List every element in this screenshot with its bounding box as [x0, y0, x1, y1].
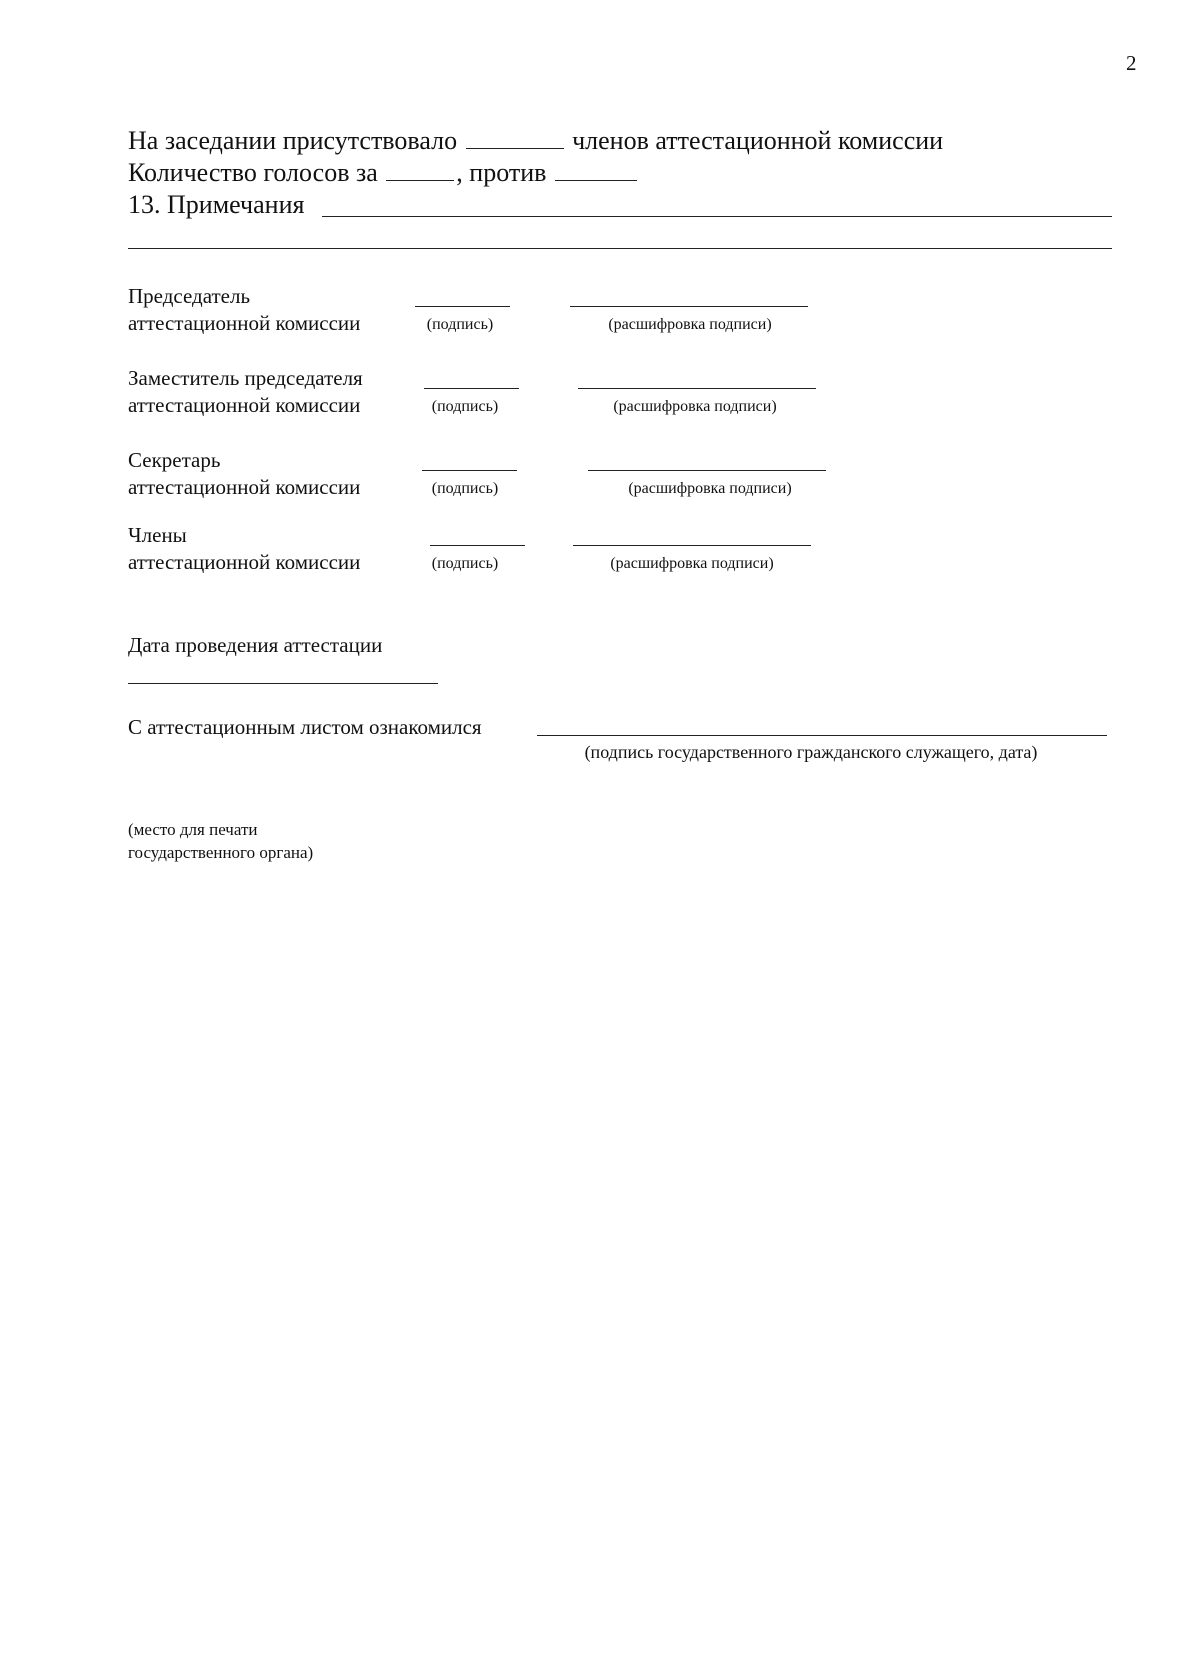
date-blank-line[interactable] [128, 683, 438, 684]
secretary-label-2: аттестационной комиссии [128, 475, 361, 499]
present-line [128, 126, 943, 156]
present-prefix: На заседании присутствовало [128, 126, 458, 155]
acquainted-caption: (подпись государственного гражданского служащего, дата) [584, 742, 1038, 762]
deputy-label-1: Заместитель председателя [128, 366, 363, 390]
present-count-blank[interactable] [466, 126, 564, 149]
secretary-signature-caption: (подпись) [431, 480, 499, 497]
votes-line [128, 158, 639, 188]
deputy-decode-line[interactable] [578, 388, 816, 389]
votes-prefix: Количество голосов за [128, 158, 378, 187]
deputy-signature-line[interactable] [424, 388, 519, 389]
members-label-2: аттестационной комиссии [128, 550, 361, 574]
members-decode-line[interactable] [573, 545, 811, 546]
present-suffix: членов аттестационной комиссии [572, 126, 944, 155]
chairman-label-1: Председатель [128, 284, 251, 308]
votes-for-blank[interactable] [386, 158, 454, 181]
members-signature-caption: (подпись) [431, 555, 499, 572]
secretary-decode-line[interactable] [588, 470, 826, 471]
notes-blank-line-1[interactable] [322, 216, 1112, 217]
votes-against-label: , против [456, 158, 547, 187]
secretary-label-1: Секретарь [128, 448, 221, 472]
notes-blank-line-2[interactable] [128, 248, 1112, 249]
notes-label: 13. Примечания [128, 190, 305, 219]
page-number: 2 [1126, 51, 1137, 75]
secretary-signature-line[interactable] [422, 470, 517, 471]
members-label-1: Члены [128, 523, 187, 547]
secretary-decode-caption: (расшифровка подписи) [628, 480, 792, 497]
votes-against-blank[interactable] [555, 158, 637, 181]
date-label: Дата проведения аттестации [128, 633, 383, 657]
chairman-decode-line[interactable] [570, 306, 808, 307]
chairman-label-2: аттестационной комиссии [128, 311, 361, 335]
stamp-place-line-2: государственного органа) [128, 843, 314, 862]
chairman-decode-caption: (расшифровка подписи) [608, 316, 772, 333]
acquainted-label: С аттестационным листом ознакомился [128, 715, 482, 739]
deputy-label-2: аттестационной комиссии [128, 393, 361, 417]
deputy-signature-caption: (подпись) [431, 398, 499, 415]
members-decode-caption: (расшифровка подписи) [610, 555, 774, 572]
members-signature-line[interactable] [430, 545, 525, 546]
acquainted-signature-line[interactable] [537, 735, 1107, 736]
stamp-place-line-1: (место для печати [128, 820, 258, 839]
deputy-decode-caption: (расшифровка подписи) [613, 398, 777, 415]
chairman-signature-caption: (подпись) [426, 316, 494, 333]
chairman-signature-line[interactable] [415, 306, 510, 307]
